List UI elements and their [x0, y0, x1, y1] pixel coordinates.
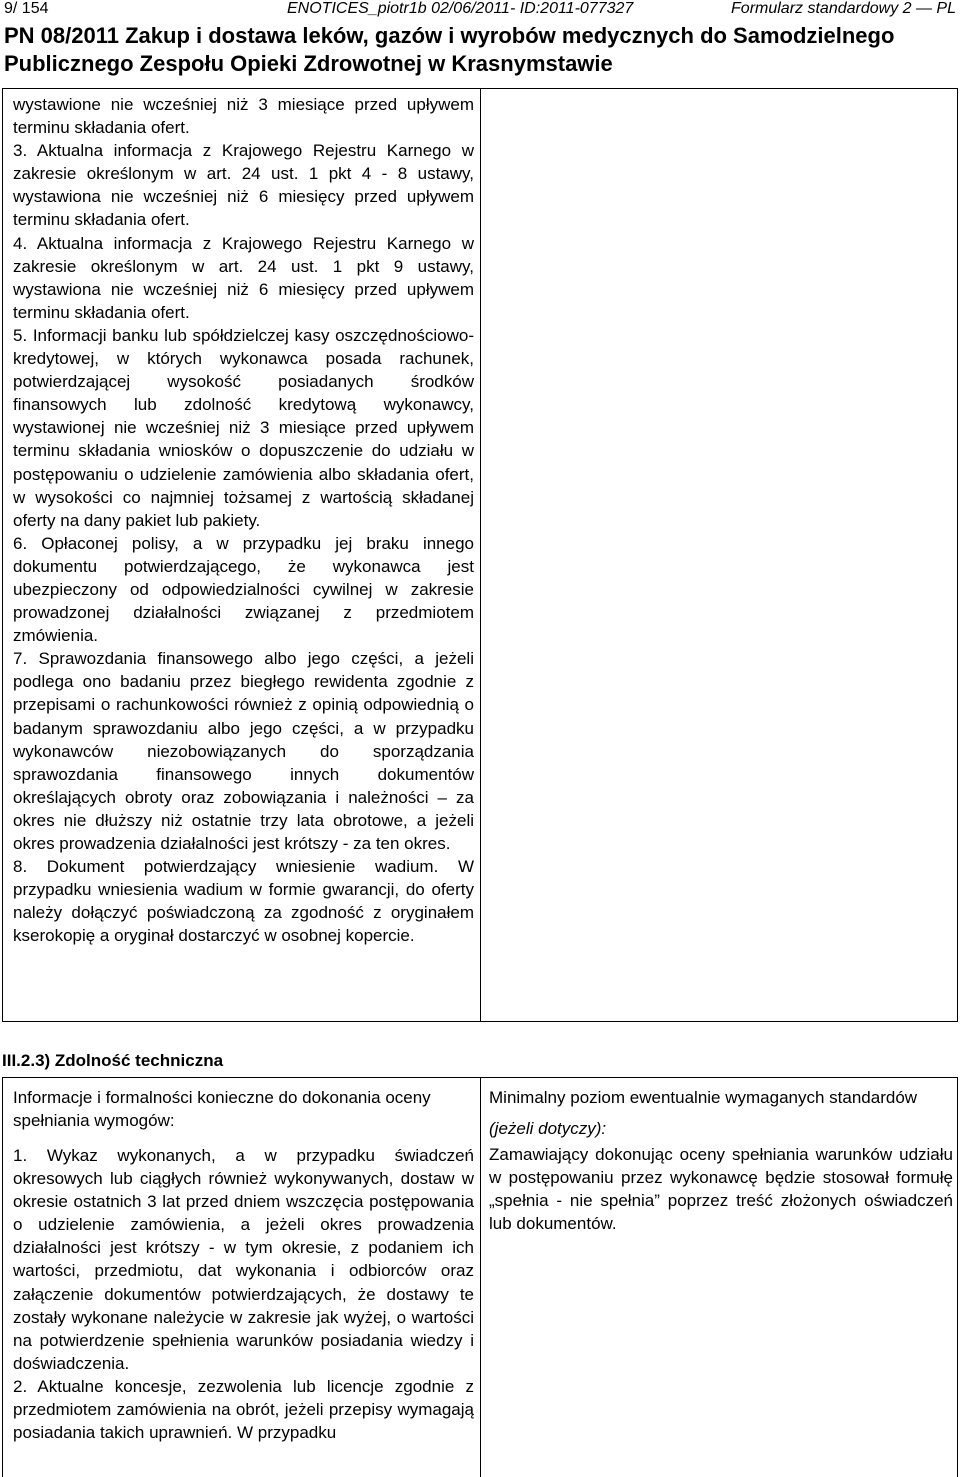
right-column-note: (jeżeli dotyczy): — [489, 1119, 607, 1138]
technical-paragraph: 2. Aktualne koncesje, zezwolenia lub licencje zgodnie z przedmiotem zamówienia na obrót, jeżeli przepisy wymagają posiadania takich uprawnień. W przypadku — [13, 1376, 474, 1443]
left-column-body — [13, 1144, 474, 1444]
technical-paragraph: 1. Wykaz wykonanych, a w przypadku świadczeń okresowych lub ciągłych również wykonywanych, dostaw w okresie ostatnich 3 lat przed dniem wszczęcia postępowania o udzielenie zamówienia, a jeżeli okres prowadzenia działalności jest krótszy - w tym okresie, z podaniem ich wartości, przedmiotu, dat wykonania i odbiorców oraz załączenie dokumentów potwierdzających, że dostawy te zostały wykonane należycie w zakresie jak wyżej, o wartości na potwierdzenie spełnienia warunków posiadania wiedzy i doświadczenia. — [13, 1146, 474, 1373]
form-type: Formularz standardowy 2 — PL — [731, 0, 956, 17]
requirement-paragraph: 8. Dokument potwierdzający wniesienie wadium. W przypadku wniesienia wadium w formie gwarancji, do oferty należy dołączyć poświadczoną za zgodność z oryginałem kserokopię a oryginał dostarczyć w osobnej kopercie. — [13, 857, 474, 946]
technical-capacity-table — [2, 1077, 958, 1477]
notice-title: PN 08/2011 Zakup i dostawa leków, gazów i wyrobów medycznych do Samodzielnego Publicznego Zespołu Opieki Zdrowotnej w Krasnymstawie — [4, 23, 895, 76]
page-number: 9/ 154 — [4, 0, 49, 17]
right-column-heading: Minimalny poziom ewentualnie wymaganych standardów — [489, 1088, 918, 1107]
right-column-body: Zamawiający dokonując oceny spełniania warunków udziału w postępowaniu przez wykonawcę będzie stosował formułę „spełnia - nie spełnia” poprzez treść złożonych oświadczeń lub dokumentów. — [489, 1145, 953, 1234]
document-date: 02/06/2011 — [431, 0, 510, 17]
requirement-paragraph: wystawione nie wcześniej niż 3 miesiące przed upływem terminu składania ofert. — [13, 95, 474, 138]
requirement-paragraph: 6. Opłaconej polisy, a w przypadku jej braku innego dokumentu potwierdzającego, że wykonawca jest ubezpieczony od odpowiedzialności cywilnej w zakresie prowadzonej działalności związanej z przedmiotem zmówienia. — [13, 533, 474, 646]
requirement-paragraph: 3. Aktualna informacja z Krajowego Rejestru Karnego w zakresie określonym w art. 24 ust. 1 pkt 4 - 8 ustawy, wystawiona nie wcześniej niż 6 miesięcy przed upływem terminu składania ofert. — [13, 141, 474, 230]
requirements-text — [13, 93, 474, 947]
section-title: III.2.3) Zdolność techniczna — [2, 1051, 224, 1070]
left-column-heading: Informacje i formalności konieczne do dokonania oceny spełniania wymogów: — [13, 1088, 431, 1130]
document-id-prefix: ENOTICES_piotr1b — [287, 0, 427, 17]
page-header — [0, 0, 960, 20]
document-id — [287, 0, 633, 18]
requirement-paragraph: 7. Sprawozdania finansowego albo jego części, a jeżeli podlega ono badaniu przez biegłego rewidenta zgodnie z przepisami o rachunkowości również z opinią odpowiednią o badanym sprawozdaniu albo jego części, a w przypadku wykonawców niezobowiązanych do sporządzania sprawozdania finansowego innych dokumentów określających obroty oraz zobowiązania i należności – za okres nie dłuższy niż ostatnie trzy lata obrotowe, a jeżeli okres prowadzenia działalności jest krótszy - za ten okres. — [13, 649, 474, 853]
document-id-suffix: - ID:2011-077327 — [509, 0, 634, 17]
requirement-paragraph: 4. Aktualna informacja z Krajowego Rejestru Karnego w zakresie określonym w art. 24 ust. 1 pkt 9 ustawy, wystawiona nie wcześniej niż 6 miesięcy przed upływem terminu składania ofert. — [13, 233, 474, 322]
requirements-table — [2, 88, 958, 1022]
right-column — [489, 1086, 953, 1235]
requirement-paragraph: 5. Informacji banku lub spółdzielczej kasy oszczędnościowo-kredytowej, w których wykonawca posada rachunek, potwierdzającej wysokość posiadanych środków finansowych lub zdolność kredytową wykonawcy, wystawionej nie wcześniej niż 3 miesiące przed upływem terminu składania wniosków o dopuszczenie do udziału w postępowaniu o udzielenie zamówienia albo składania ofert, w wysokości co najmniej tożsamej z wartością składanej oferty na dany pakiet lub pakiety. — [13, 325, 474, 530]
